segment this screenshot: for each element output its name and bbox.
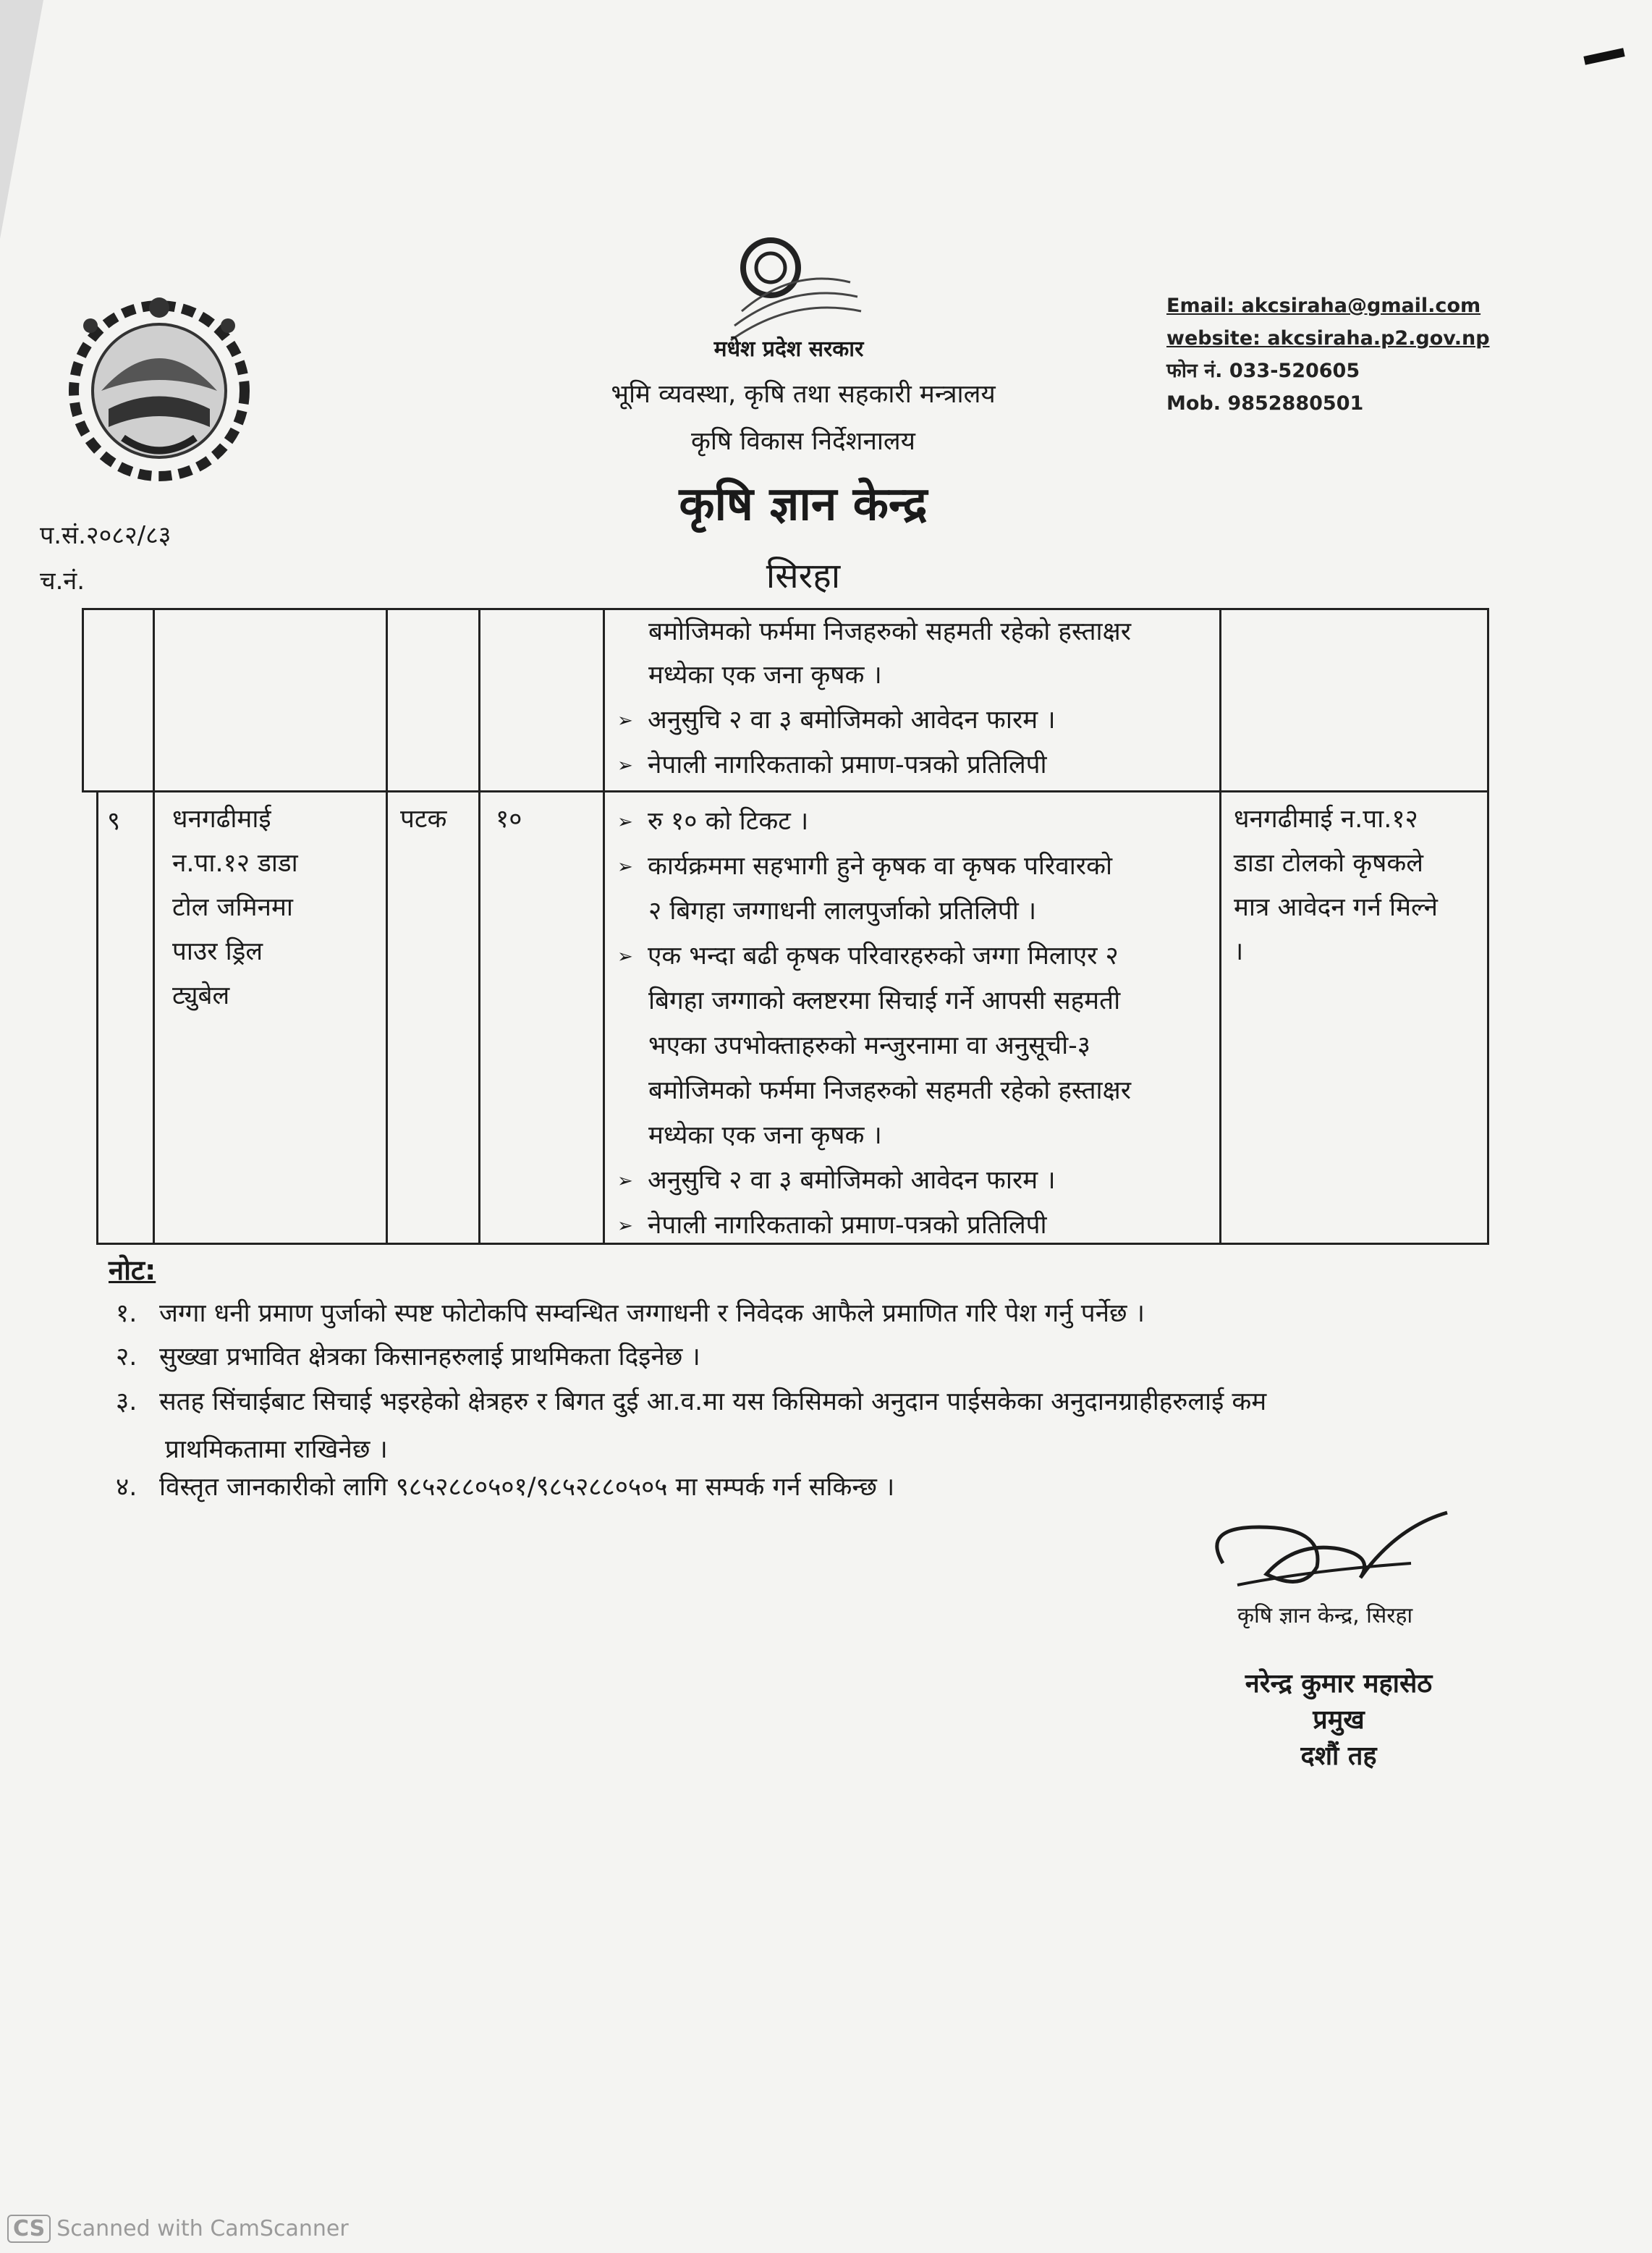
program-line-3: टोल जमिनमा	[172, 893, 293, 922]
req-bullet-3	[617, 938, 1119, 972]
note-item-1	[116, 1295, 1145, 1330]
cont-bullet-4	[617, 747, 1047, 781]
req-line-5: बिगहा जग्गाको क्लष्टरमा सिचाई गर्ने आपसी सहमती	[648, 986, 1121, 1015]
program-line-4: पाउर ड्रिल	[172, 937, 263, 966]
requirements-table	[82, 608, 1489, 1245]
arrow-bullet-icon: ➢	[617, 811, 633, 833]
req-bullet-4-text: अनुसुचि २ वा ३ बमोजिमको आवेदन फारम ।	[648, 1166, 1056, 1195]
note-text: सतह सिंचाईबाट सिचाई भइरहेको क्षेत्रहरु र बिगत दुई आ.व.मा यस किसिमको अनुदान पाईसकेका अनुदानग्राहीहरुलाई कम	[159, 1387, 1267, 1416]
office-name: कृषि ज्ञान केन्द्र	[679, 478, 928, 531]
government-label: मधेश प्रदेश सरकार	[713, 337, 864, 362]
note-num: ४.	[116, 1473, 137, 1502]
notes-title: नोट:	[109, 1254, 156, 1286]
contact-mobile: Mob. 9852880501	[1166, 392, 1364, 415]
program-line-1: धनगढीमाई	[172, 805, 271, 834]
contact-website: website: akcsiraha.p2.gov.np	[1166, 327, 1490, 350]
note-num: २.	[116, 1343, 137, 1371]
nepal-emblem-icon	[51, 282, 268, 492]
note-item-2	[116, 1339, 700, 1373]
note-text: विस्तृत जानकारीको लागि ९८५२८८०५०१/९८५२८८०५०५ मा सम्पर्क गर्न सकिन्छ ।	[159, 1473, 895, 1502]
req-bullet-1-text: रु १० को टिकट ।	[648, 807, 809, 836]
contact-phone: फोन नं. 033-520605	[1166, 360, 1360, 382]
req-bullet-2-text: कार्यक्रममा सहभागी हुने कृषक वा कृषक परिवारको	[648, 852, 1113, 881]
watermark-text: Scanned with CamScanner	[56, 2216, 349, 2241]
req-bullet-5	[617, 1207, 1047, 1241]
arrow-bullet-icon: ➢	[617, 856, 633, 878]
arrow-bullet-icon: ➢	[617, 755, 633, 777]
ministry-name: भूमि व्यवस्था, कृषि तथा सहकारी मन्त्रालय	[611, 380, 996, 409]
req-bullet-2	[617, 848, 1112, 882]
district-name: सिरहा	[766, 556, 841, 596]
signature-icon	[1194, 1498, 1469, 1614]
row-sn: ९	[107, 807, 121, 836]
row-program	[172, 798, 298, 1018]
req-line-6: भएका उपभोक्ताहरुको मन्जुरनामा वा अनुसूची-३	[648, 1031, 1090, 1060]
signatory-level: दशौं तह	[1300, 1741, 1377, 1771]
cont-line-2: मध्येका एक जना कृषक ।	[648, 661, 882, 690]
cont-bullet-4-text: नेपाली नागरिकताको प्रमाण-पत्रको प्रतिलिपी	[648, 751, 1047, 779]
contact-block	[1166, 289, 1490, 420]
row-remarks	[1234, 798, 1438, 974]
req-line-7: बमोजिमको फर्ममा निजहरुको सहमती रहेको हस्ताक्षर	[648, 1076, 1132, 1105]
scan-mark	[1583, 48, 1625, 64]
note-num: ३.	[116, 1387, 137, 1416]
req-bullet-5-text: नेपाली नागरिकताको प्रमाण-पत्रको प्रतिलिपी	[648, 1211, 1047, 1240]
note-item-3-cont: प्राथमिकतामा राखिनेछ ।	[165, 1435, 388, 1464]
scan-shadow	[0, 0, 43, 239]
note-item-4	[116, 1469, 894, 1503]
arrow-bullet-icon: ➢	[617, 710, 633, 732]
remark-line-4: ।	[1234, 937, 1244, 966]
remark-line-1: धनगढीमाई न.पा.१२	[1234, 805, 1418, 834]
note-text: जग्गा धनी प्रमाण पुर्जाको स्पष्ट फोटोकपि सम्वन्धित जग्गाधनी र निवेदक आफैले प्रमाणित गरि पेश गर्नु पर्नेछ ।	[159, 1299, 1145, 1328]
note-item-3	[116, 1384, 1266, 1418]
req-bullet-1	[617, 803, 808, 837]
camscanner-logo-icon: CS	[7, 2215, 51, 2243]
arrow-bullet-icon: ➢	[617, 1215, 633, 1237]
signature-office: कृषि ज्ञान केन्द्र, सिरहा	[1237, 1603, 1413, 1628]
row-unit: पटक	[400, 805, 447, 834]
req-line-8: मध्येका एक जना कृषक ।	[648, 1121, 882, 1150]
program-line-2: न.पा.१२ डाडा	[172, 849, 298, 878]
req-bullet-4	[617, 1162, 1056, 1196]
cont-line-1: बमोजिमको फर्ममा निजहरुको सहमती रहेको हस्ताक्षर	[648, 617, 1132, 646]
arrow-bullet-icon: ➢	[617, 1170, 633, 1192]
req-bullet-3-text: एक भन्दा बढी कृषक परिवारहरुको जग्गा मिलाएर २	[648, 942, 1119, 971]
cont-bullet-3	[617, 702, 1056, 736]
note-text: सुख्खा प्रभावित क्षेत्रका किसानहरुलाई प्राथमिकता दिइनेछ ।	[159, 1343, 700, 1371]
note-num: १.	[116, 1299, 137, 1328]
row-qty: १०	[496, 805, 522, 834]
letter-chn: च.नं.	[40, 567, 85, 596]
letter-ps: प.सं.२०८२/८३	[40, 521, 171, 550]
cont-bullet-3-text: अनुसुचि २ वा ३ बमोजिमको आवेदन फारम ।	[648, 706, 1056, 735]
remark-line-3: मात्र आवेदन गर्न मिल्ने	[1234, 893, 1438, 922]
signatory-name: नरेन्द्र कुमार महासेठ	[1245, 1669, 1433, 1699]
signatory-post: प्रमुख	[1313, 1705, 1365, 1735]
program-line-5: ट्युबेल	[172, 981, 230, 1010]
remark-line-2: डाडा टोलको कृषकले	[1234, 849, 1423, 878]
req-line-3: २ बिगहा जग्गाधनी लालपुर्जाको प्रतिलिपी ।	[648, 897, 1037, 926]
contact-email: Email: akcsiraha@gmail.com	[1166, 295, 1481, 317]
directorate-name: कृषि विकास निर्देशनालय	[691, 427, 915, 456]
camscanner-watermark	[7, 2215, 349, 2243]
arrow-bullet-icon: ➢	[617, 946, 633, 968]
